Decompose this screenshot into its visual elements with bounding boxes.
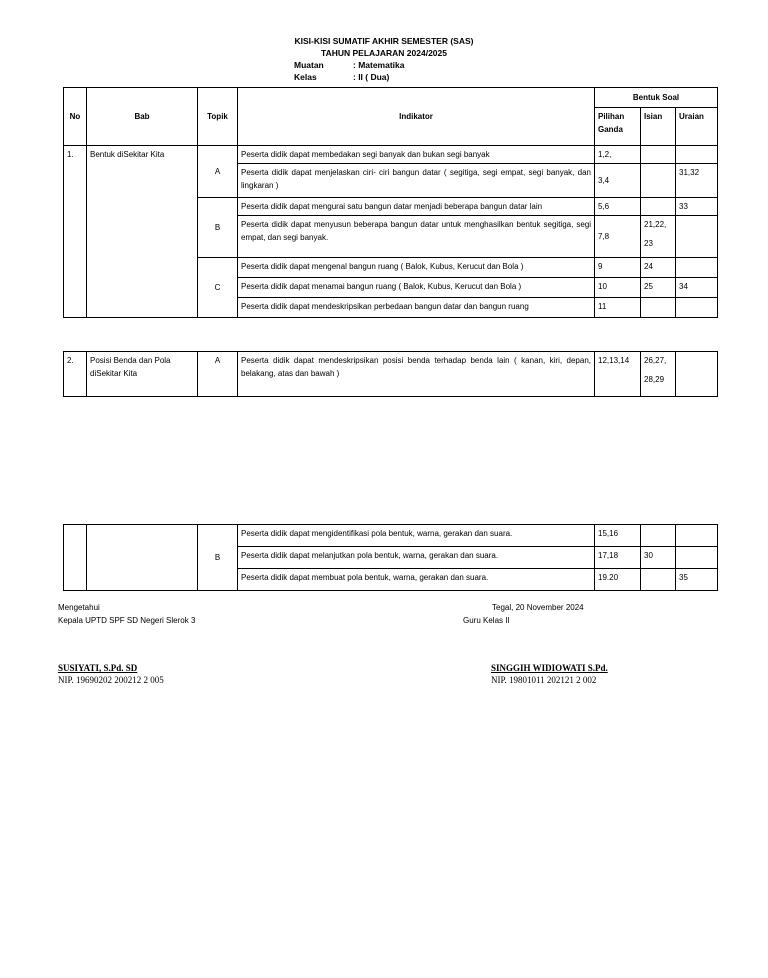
row-uraian (676, 146, 718, 164)
row-pg: 7,8 (595, 216, 641, 258)
row-uraian: 35 (676, 569, 718, 591)
row-uraian (676, 525, 718, 547)
signatory-left-name: SUSIYATI, S.Pd. SD (58, 663, 138, 673)
row-pg: 1,2, (595, 146, 641, 164)
footer-mengetahui: Mengetahui (58, 603, 100, 612)
kelas-value: : II ( Dua) (353, 72, 390, 82)
kelas-label: Kelas (294, 72, 317, 82)
row-topik: B (198, 525, 238, 591)
row-indikator: Peserta didik dapat menyusun beberapa bangun datar untuk menghasilkan bentuk segitiga, segi empat, dan segi banyak. (238, 216, 595, 258)
row-isian-line2: 28,29 (644, 375, 665, 384)
row-isian-line1: 21,22, (644, 220, 667, 229)
row-indikator: Peserta didik dapat mendeskripsikan posisi benda terhadap benda lain ( kanan, kiri, depan, belakang, atas dan bawah ) (238, 352, 595, 397)
row-isian (641, 352, 676, 397)
row-pg: 10 (595, 278, 641, 298)
col-header-no: No (64, 88, 87, 146)
row-no: 2. (64, 352, 87, 397)
row-topik: C (198, 258, 238, 318)
row-no: 1. (64, 146, 87, 318)
table-row (64, 352, 718, 397)
row-uraian: 31,32 (676, 164, 718, 198)
row-pg: 17,18 (595, 547, 641, 569)
row-topik: B (198, 198, 238, 258)
row-uraian (676, 258, 718, 278)
row-indikator: Peserta didik dapat mendeskripsikan perbedaan bangun datar dan bangun ruang (238, 298, 595, 318)
row-indikator: Peserta didik dapat membedakan segi banyak dan bukan segi banyak (238, 146, 595, 164)
row-uraian (676, 216, 718, 258)
col-header-bentuk-soal: Bentuk Soal (595, 88, 718, 108)
signatory-left-nip: NIP. 19690202 200212 2 005 (58, 675, 164, 685)
row-indikator: Peserta didik dapat melanjutkan pola bentuk, warna, gerakan dan suara. (238, 547, 595, 569)
col-header-isian: Isian (641, 108, 676, 146)
row-indikator: Peserta didik dapat mengurai satu bangun datar menjadi beberapa bangun datar lain (238, 198, 595, 216)
row-indikator: Peserta didik dapat menjelaskan ciri- ciri bangun datar ( segitiga, segi empat, segi banyak, dan lingkaran ) (238, 164, 595, 198)
row-isian (641, 298, 676, 318)
footer-date: Tegal, 20 November 2024 (492, 603, 584, 612)
col-header-uraian: Uraian (676, 108, 718, 146)
row-pg: 11 (595, 298, 641, 318)
kisi-kisi-table-section1 (63, 87, 718, 318)
muatan-value: : Matematika (353, 60, 405, 70)
row-isian (641, 146, 676, 164)
row-uraian (676, 352, 718, 397)
document-title: KISI-KISI SUMATIF AKHIR SEMESTER (SAS) (294, 36, 474, 46)
row-uraian (676, 547, 718, 569)
row-topik: A (198, 352, 238, 397)
col-header-pilihan-ganda: Pilihan Ganda (595, 108, 641, 146)
row-uraian (676, 298, 718, 318)
table-row (64, 525, 718, 547)
row-pg: 19.20 (595, 569, 641, 591)
row-isian: 24 (641, 258, 676, 278)
row-isian: 30 (641, 547, 676, 569)
document-year: TAHUN PELAJARAN 2024/2025 (321, 48, 447, 58)
row-indikator: Peserta didik dapat menamai bangun ruang ( Balok, Kubus, Kerucut dan Bola ) (238, 278, 595, 298)
row-isian: 25 (641, 278, 676, 298)
muatan-label: Muatan (294, 60, 324, 70)
col-header-topik: Topik (198, 88, 238, 146)
col-header-bab: Bab (87, 88, 198, 146)
row-no (64, 525, 87, 591)
row-bab: Bentuk diSekitar Kita (87, 146, 198, 318)
row-pg: 5,6 (595, 198, 641, 216)
row-isian (641, 569, 676, 591)
signatory-right-nip: NIP. 19801011 202121 2 002 (491, 675, 597, 685)
row-isian-line1: 26,27, (644, 356, 667, 365)
row-pg: 15,16 (595, 525, 641, 547)
footer-kepala: Kepala UPTD SPF SD Negeri Slerok 3 (58, 616, 196, 625)
row-uraian: 34 (676, 278, 718, 298)
row-bab (87, 525, 198, 591)
row-indikator: Peserta didik dapat mengidentifikasi pola bentuk, warna, gerakan dan suara. (238, 525, 595, 547)
row-pg: 12,13,14 (595, 352, 641, 397)
row-isian (641, 216, 676, 258)
footer-guru: Guru Kelas II (463, 616, 510, 625)
col-header-indikator: Indikator (238, 88, 595, 146)
kisi-kisi-table-section2 (63, 351, 718, 397)
row-bab: Posisi Benda dan Pola diSekitar Kita (87, 352, 198, 397)
row-pg: 3,4 (595, 164, 641, 198)
row-isian (641, 198, 676, 216)
row-isian (641, 164, 676, 198)
kisi-kisi-table-section3 (63, 524, 718, 591)
row-topik: A (198, 146, 238, 198)
row-indikator: Peserta didik dapat mengenal bangun ruang ( Balok, Kubus, Kerucut dan Bola ) (238, 258, 595, 278)
row-isian (641, 525, 676, 547)
row-pg: 9 (595, 258, 641, 278)
row-isian-line2: 23 (644, 239, 653, 248)
row-uraian: 33 (676, 198, 718, 216)
table-row (64, 146, 718, 164)
signatory-right-name: SINGGIH WIDIOWATI S.Pd. (491, 663, 608, 673)
row-indikator: Peserta didik dapat membuat pola bentuk, warna, gerakan dan suara. (238, 569, 595, 591)
